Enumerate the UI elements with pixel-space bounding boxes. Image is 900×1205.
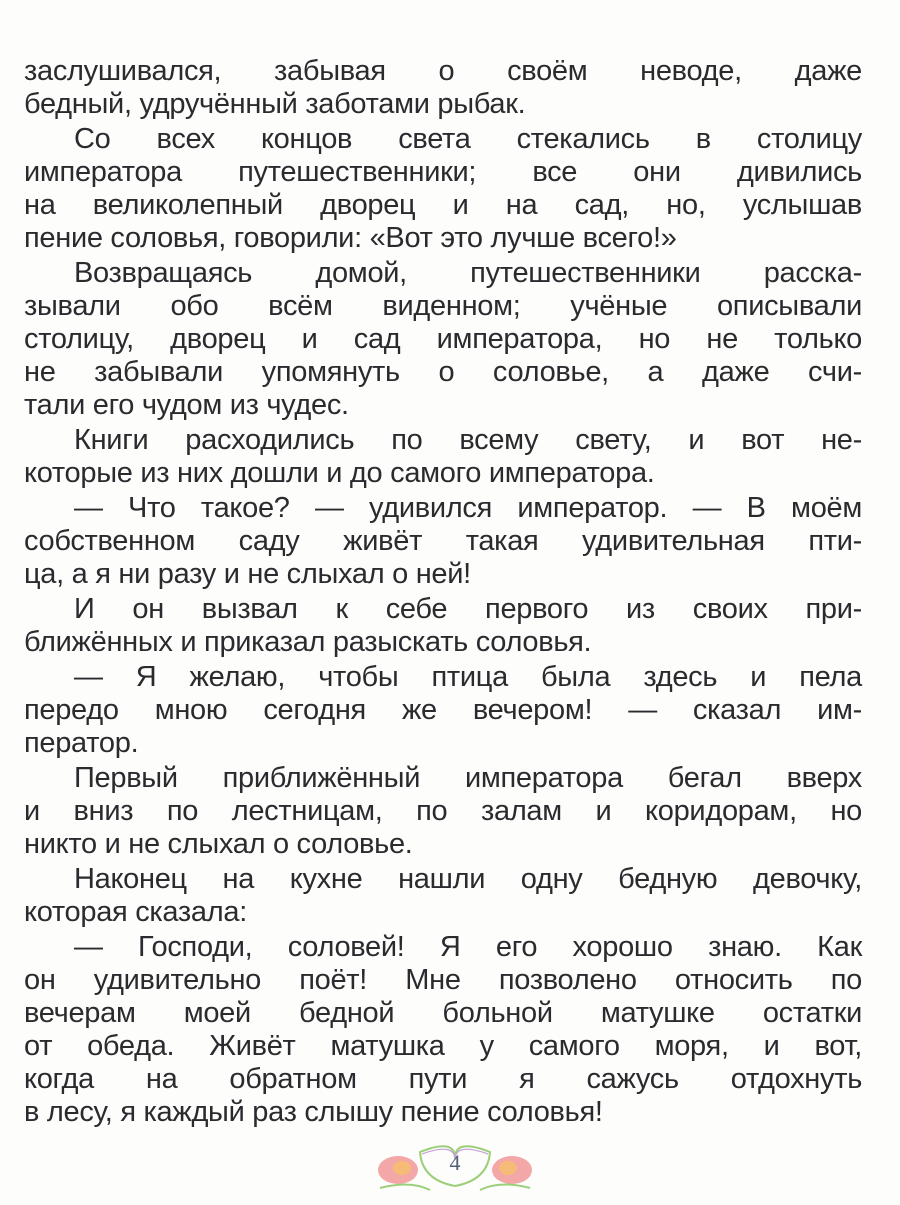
text-line: Первый приближённый императора бегал вверх (74, 762, 862, 794)
text-line: — Господи, соловей! Я его хорошо знаю. Как (74, 931, 862, 963)
text-line: бедный, удручённый заботами рыбак. (24, 88, 526, 120)
page-number-ornament (370, 1140, 540, 1200)
text-line: Наконец на кухне нашли одну бедную девочку, (74, 863, 862, 895)
text-line: И он вызвал к себе первого из своих при- (74, 593, 862, 625)
paragraph (24, 661, 862, 760)
text-line: которые из них дошли и до самого императора. (24, 457, 655, 489)
text-line: зывали обо всём виденном; учёные описывали (24, 290, 862, 322)
paragraph (24, 593, 862, 659)
text-line: которая сказала: (24, 896, 247, 928)
text-line: Со всех концов света стекались в столицу (74, 123, 862, 155)
text-line: от обеда. Живёт матушка у самого моря, и вот, (24, 1030, 862, 1062)
text-line: передо мною сегодня же вечером! — сказал им- (24, 694, 862, 726)
text-line: Книги расходились по всему свету, и вот не- (74, 424, 862, 456)
text-line: Возвращаясь домой, путешественники расска- (74, 257, 862, 289)
text-line: никто и не слыхал о соловье. (24, 828, 413, 860)
text-line: тали его чудом из чудес. (24, 389, 349, 421)
body-text (24, 55, 862, 1131)
text-line: столицу, дворец и сад императора, но не только (24, 323, 862, 355)
text-line: вечерам моей бедной больной матушке остатки (24, 997, 862, 1029)
text-line: пение соловья, говорили: «Вот это лучше всего!» (24, 222, 677, 254)
page-number: 4 (449, 1150, 461, 1175)
text-line: ца, а я ни разу и не слыхал о ней! (24, 558, 471, 590)
paragraph (24, 931, 862, 1129)
text-line: на великолепный дворец и на сад, но, услышав (24, 189, 862, 221)
text-line: — Что такое? — удивился император. — В моём (74, 492, 862, 524)
text-line: когда на обратном пути я сажусь отдохнуть (24, 1063, 862, 1095)
paragraph (24, 55, 862, 121)
text-line: он удивительно поёт! Мне позволено относить по (24, 964, 862, 996)
text-line: — Я желаю, чтобы птица была здесь и пела (74, 661, 862, 693)
paragraph (24, 257, 862, 422)
text-line: и вниз по лестницам, по залам и коридорам, но (24, 795, 862, 827)
text-line: заслушивался, забывая о своём неводе, даже (24, 55, 862, 87)
paragraph (24, 424, 862, 490)
text-line: ператор. (24, 727, 139, 759)
paragraph (24, 762, 862, 861)
text-line: императора путешественники; все они дивились (24, 156, 862, 188)
text-line: ближённых и приказал разыскать соловья. (24, 626, 592, 658)
text-line: не забывали упомянуть о соловье, а даже счи- (24, 356, 862, 388)
paragraph (24, 123, 862, 255)
paragraph (24, 492, 862, 591)
paragraph (24, 863, 862, 929)
text-line: собственном саду живёт такая удивительная пти- (24, 525, 862, 557)
text-line: в лесу, я каждый раз слышу пение соловья! (24, 1096, 603, 1128)
